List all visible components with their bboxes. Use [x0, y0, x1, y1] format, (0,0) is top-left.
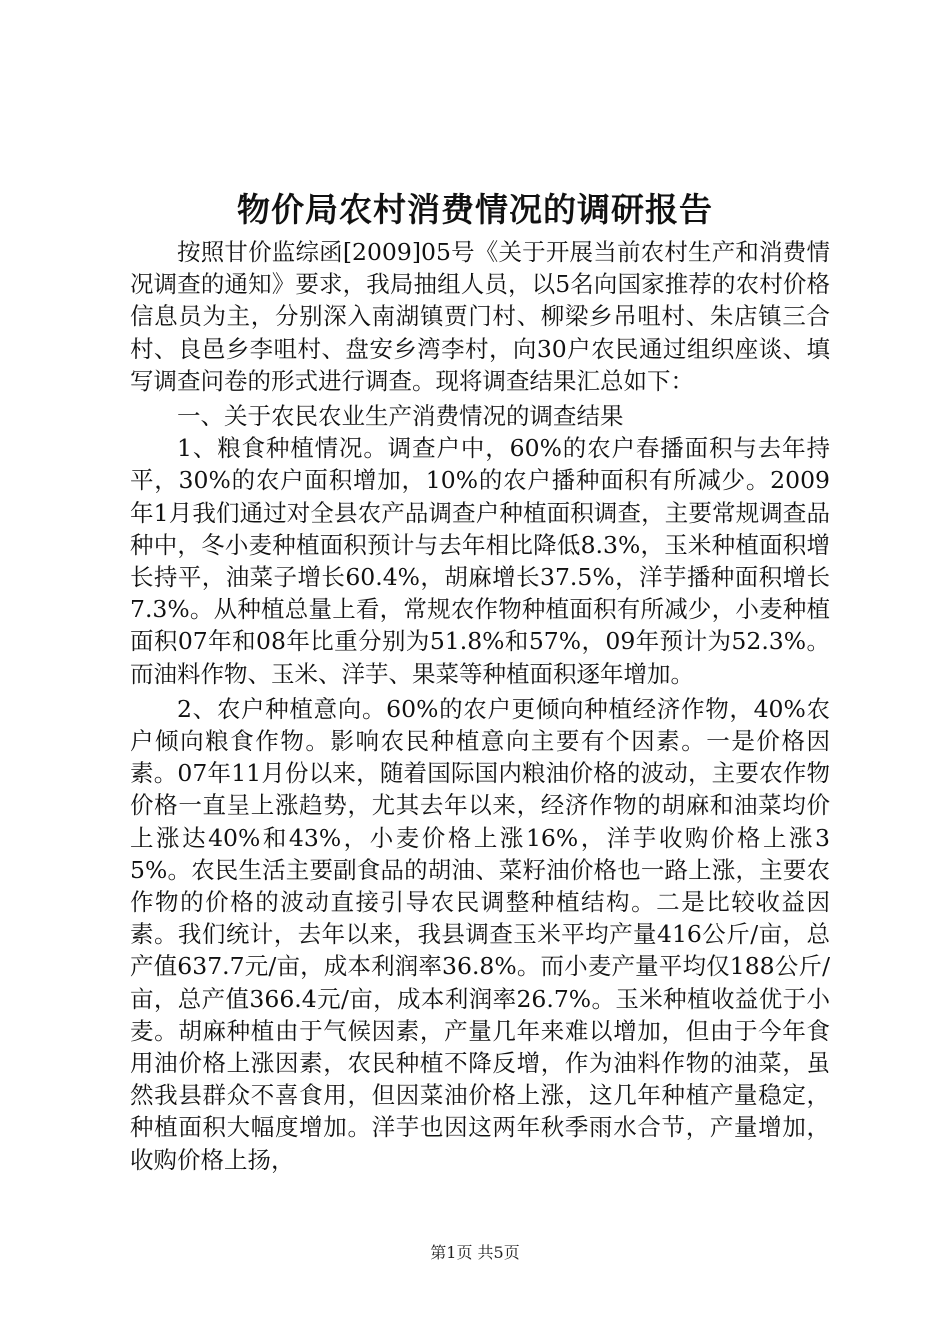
section-heading: 一、关于农民农业生产消费情况的调查结果 [177, 402, 624, 431]
paragraph-intro: 按照甘价监综函[2009]05号《关于开展当前农村生产和消费情况调查的通知》要求，我局抽组人员，以5名向国家推荐的农村价格信息员为主，分别深入南湖镇贾门村、柳梁乡吊咀村、朱店镇三合村、良邑乡李咀村、盘安乡湾李村，向30户农民通过组织座谈、填写调查问卷的形式进行调查。现将调查结果汇总如下： [130, 238, 830, 395]
paragraph-grain-planting: 1、粮食种植情况。调查户中，60%的农户春播面积与去年持平，30%的农户面积增加，10%的农户播种面积有所减少。2009年1月我们通过对全县农产品调查户种植面积调查，主要常规调查品种中，冬小麦种植面积预计与去年相比降低8.3%，玉米种植面积增长持平，油菜子增长60.4%，胡麻增长37.5%，洋芋播种面积增长7.3%。从种植总量上看，常规农作物种植面积有所减少，小麦种植面积07年和08年比重分别为51.8%和57%，09年预计为52.3%。而油料作物、玉米、洋芋、果菜等种植面积逐年增加。 [130, 434, 830, 688]
page-number-footer: 第1页 共5页 [430, 1243, 520, 1262]
document-title: 物价局农村消费情况的调研报告 [237, 190, 713, 229]
document-body [130, 236, 830, 1176]
paragraph-planting-intention: 2、农户种植意向。60%的农户更倾向种植经济作物，40%农户倾向粮食作物。影响农民种植意向主要有个因素。一是价格因素。07年11月份以来，随着国际国内粮油价格的波动，主要农作物价格一直呈上涨趋势，尤其去年以来，经济作物的胡麻和油菜均价上涨达40%和43%，小麦价格上涨16%，洋芋收购价格上涨35%。农民生活主要副食品的胡油、菜籽油价格也一路上涨，主要农作物的价格的波动直接引导农民调整种植结构。二是比较收益因素。我们统计，去年以来，我县调查玉米平均产量416公斤/亩，总产值637.7元/亩，成本利润率36.8%。而小麦产量平均仅188公斤/亩，总产值366.4元/亩，成本利润率26.7%。玉米种植收益优于小麦。胡麻种植由于气候因素，产量几年来难以增加，但由于今年食用油价格上涨因素，农民种植不降反增，作为油料作物的油菜，虽然我县群众不喜食用，但因菜油价格上涨，这几年种植产量稳定，种植面积大幅度增加。洋芋也因这两年秋季雨水合节，产量增加，收购价格上扬， [130, 694, 830, 1174]
